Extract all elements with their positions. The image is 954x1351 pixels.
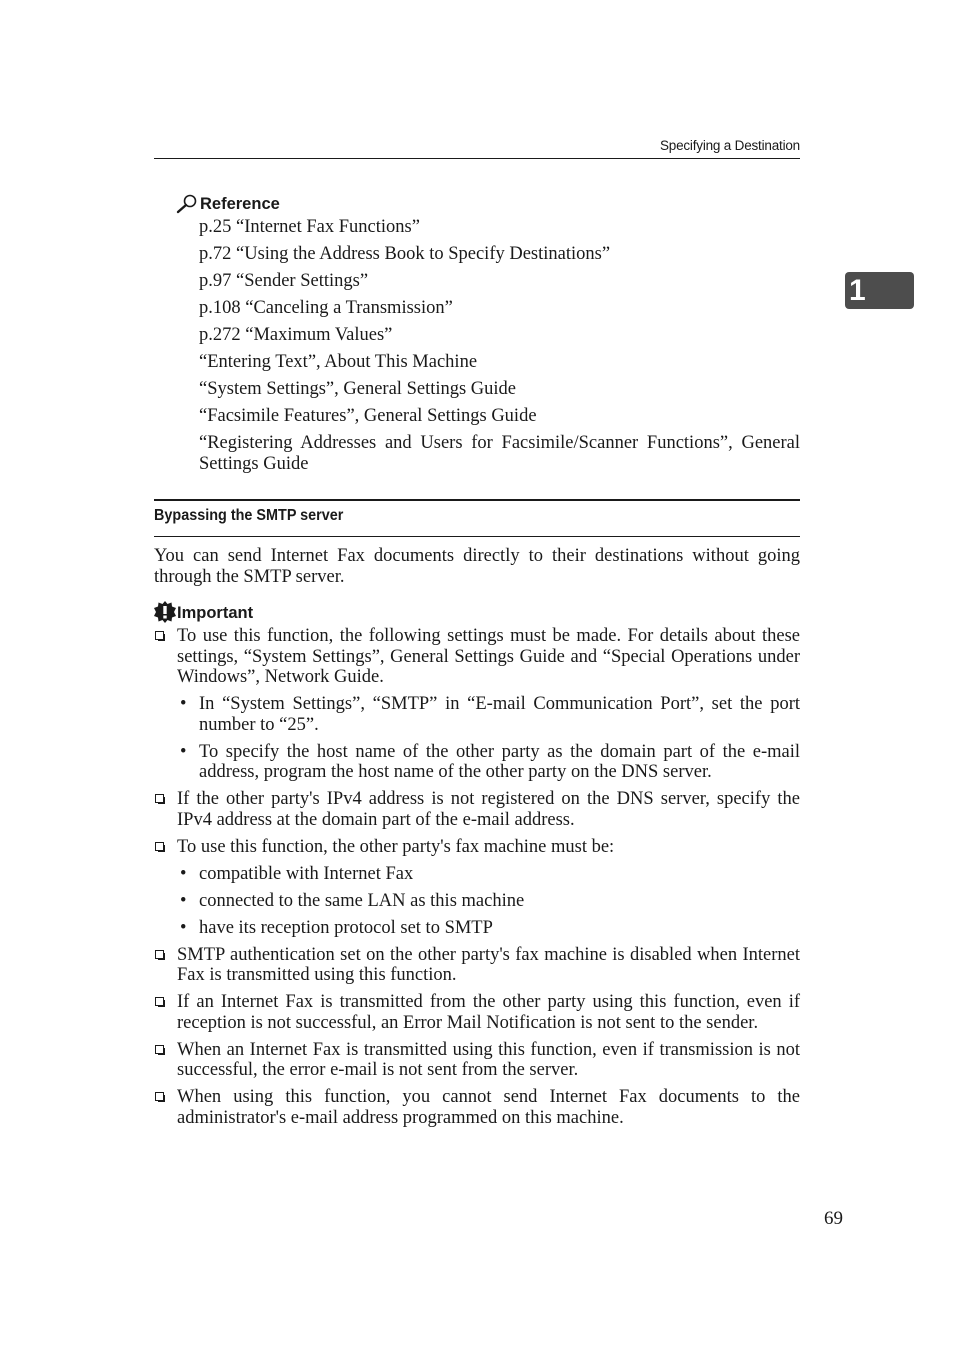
- bullet-icon: •: [180, 863, 187, 884]
- note-item: [154, 992, 800, 1033]
- important-notes: [154, 626, 800, 1135]
- note-text: When using this function, you cannot send Internet Fax documents to the administrator's e-mail address programmed on this machine.: [177, 1087, 800, 1128]
- note-text: To use this function, the following settings must be made. For details about these settings, “System Settings”, General Settings Guide and “Special Operations under Windows”, Network Guide.: [177, 626, 800, 687]
- checkbox-icon: [155, 842, 164, 851]
- checkbox-icon: [155, 950, 164, 959]
- section-intro: You can send Internet Fax documents directly to their destinations without going through the SMTP server.: [154, 546, 800, 587]
- sub-item: [177, 891, 800, 912]
- sub-text: have its reception protocol set to SMTP: [199, 917, 493, 938]
- sub-text: To specify the host name of the other party as the domain part of the e-mail address, program the host name of the other party on the DNS server.: [199, 741, 800, 782]
- bullet-icon: •: [180, 917, 187, 938]
- checkbox-icon: [155, 1092, 164, 1101]
- sub-item: [177, 864, 800, 885]
- page-number: 69: [824, 1208, 843, 1229]
- reference-heading: [176, 192, 280, 214]
- sub-text: In “System Settings”, “SMTP” in “E-mail Communication Port”, set the port number to “25”.: [199, 694, 800, 735]
- note-item: [154, 789, 800, 830]
- bullet-icon: •: [180, 741, 187, 762]
- section-rule-top: [154, 499, 800, 501]
- note-item: [154, 837, 800, 939]
- reference-heading-label: Reference: [200, 195, 280, 213]
- reference-item: p.97 “Sender Settings”: [199, 271, 369, 291]
- sub-text: connected to the same LAN as this machine: [199, 890, 525, 911]
- reference-item: “System Settings”, General Settings Guide: [199, 379, 517, 399]
- bullet-icon: •: [180, 890, 187, 911]
- sub-item: [177, 742, 800, 783]
- sub-text: compatible with Internet Fax: [199, 863, 414, 884]
- important-icon: [154, 601, 176, 623]
- checkbox-icon: [155, 631, 164, 640]
- reference-item: “Registering Addresses and Users for Facsimile/Scanner Functions”, General Settings Guide: [199, 433, 800, 474]
- section-title: Bypassing the SMTP server: [154, 507, 344, 524]
- sub-list: [177, 694, 800, 783]
- sub-list: [177, 864, 800, 939]
- important-heading: [154, 601, 253, 623]
- checkbox-icon: [155, 1045, 164, 1054]
- checkbox-icon: [155, 794, 164, 803]
- reference-list: [199, 217, 800, 481]
- note-item: [154, 626, 800, 783]
- note-text: To use this function, the other party's fax machine must be:: [177, 836, 615, 857]
- note-text: If an Internet Fax is transmitted from the other party using this function, even if reception is not successful, an Error Mail Notification is not sent to the sender.: [177, 992, 800, 1033]
- note-text: If the other party's IPv4 address is not registered on the DNS server, specify the IPv4 address at the domain part of the e-mail address.: [177, 789, 800, 830]
- reference-item: p.108 “Canceling a Transmission”: [199, 298, 453, 318]
- reference-item: p.272 “Maximum Values”: [199, 325, 393, 345]
- note-text: SMTP authentication set on the other party's fax machine is disabled when Internet Fax is transmitted using this function.: [177, 944, 800, 985]
- bullet-icon: •: [180, 694, 187, 714]
- sub-item: [177, 694, 800, 735]
- reference-item: “Facsimile Features”, General Settings Guide: [199, 406, 537, 426]
- reference-item: p.72 “Using the Address Book to Specify Destinations”: [199, 244, 611, 264]
- sub-item: [177, 918, 800, 939]
- reference-item: p.25 “Internet Fax Functions”: [199, 217, 420, 237]
- running-header: Specifying a Destination: [659, 138, 800, 153]
- reference-item: “Entering Text”, About This Machine: [199, 352, 478, 372]
- note-item: [154, 945, 800, 986]
- chapter-tab: 1: [845, 272, 914, 309]
- magnifier-icon: [176, 194, 198, 214]
- important-heading-label: Important: [177, 604, 254, 622]
- checkbox-icon: [155, 997, 164, 1006]
- note-item: [154, 1040, 800, 1081]
- section-rule-bottom: [154, 536, 800, 537]
- note-item: [154, 1087, 800, 1128]
- header-rule: [154, 158, 800, 159]
- note-text: When an Internet Fax is transmitted using this function, even if transmission is not successful, the error e-mail is not sent from the server.: [177, 1039, 800, 1080]
